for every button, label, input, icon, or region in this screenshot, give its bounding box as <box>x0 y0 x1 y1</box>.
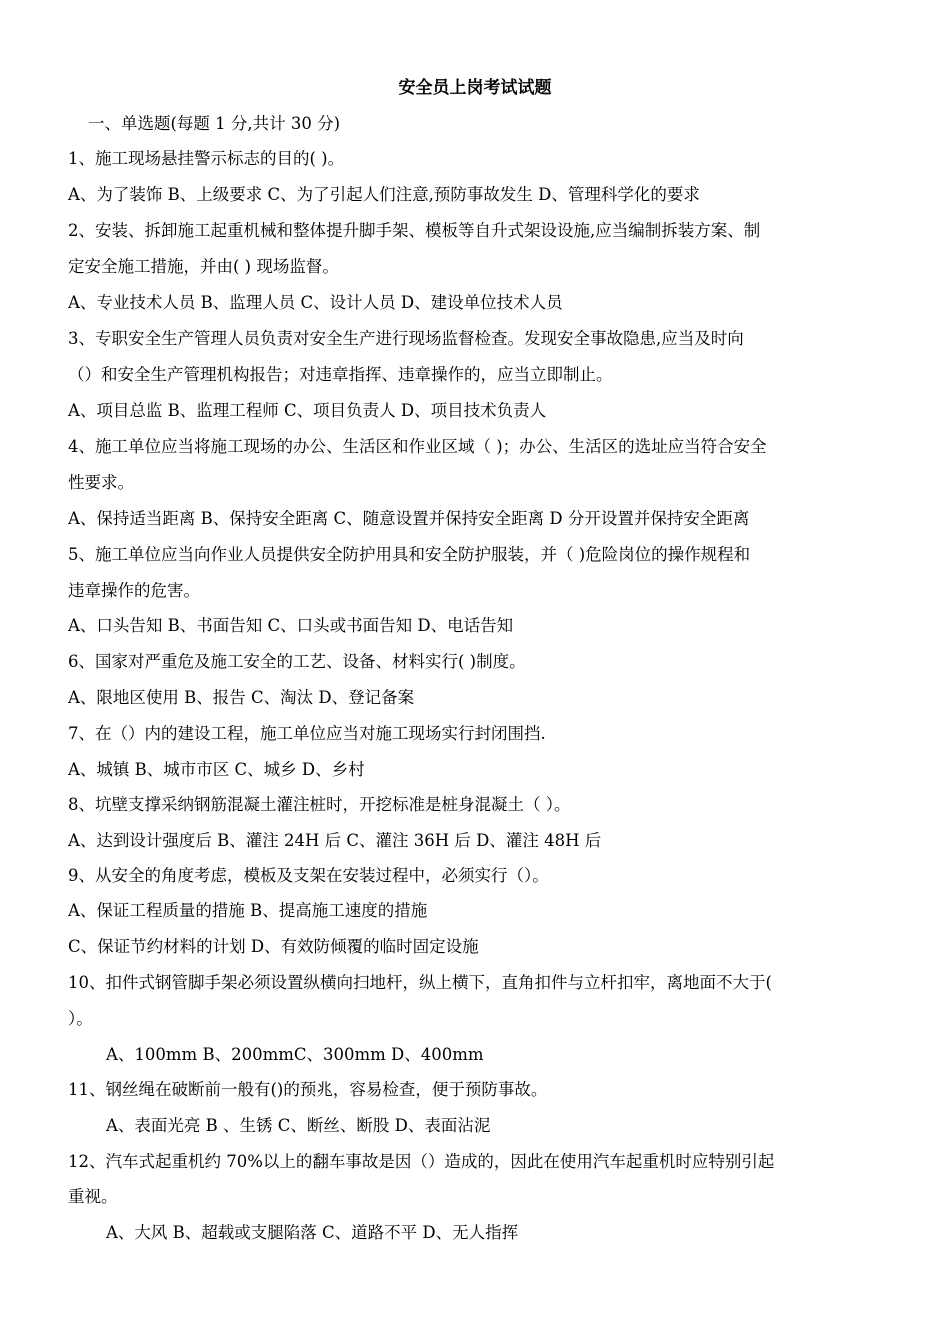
question-3-cont: （）和安全生产管理机构报告；对违章指挥、违章操作的，应当立即制止。 <box>68 365 613 384</box>
question-9: 9、从安全的角度考虑，模板及支架在安装过程中，必须实行（）。 <box>68 866 549 885</box>
question-12-cont: 重视。 <box>68 1187 118 1206</box>
question-6: 6、国家对严重危及施工安全的工艺、设备、材料实行( )制度。 <box>68 652 526 671</box>
options-1: A、为了装饰 B、上级要求 C、为了引起人们注意,预防事故发生 D、管理科学化的要求 <box>68 185 700 204</box>
question-12: 12、汽车式起重机约 70%以上的翻车事故是因（）造成的，因此在使用汽车起重机时应特别引起 <box>68 1152 775 1171</box>
options-2: A、专业技术人员 B、监理人员 C、设计人员 D、建设单位技术人员 <box>68 293 563 312</box>
question-8: 8、坑壁支撑采纳钢筋混凝土灌注桩时，开挖标准是桩身混凝土（ ）。 <box>68 795 571 814</box>
options-5: A、口头告知 B、书面告知 C、口头或书面告知 D、电话告知 <box>68 616 514 635</box>
options-3: A、项目总监 B、监理工程师 C、项目负责人 D、项目技术负责人 <box>68 401 547 420</box>
options-10: A、100mm B、200mmC、300mm D、400mm <box>106 1045 484 1064</box>
question-11: 11、钢丝绳在破断前一般有()的预兆，容易检查，便于预防事故。 <box>68 1080 548 1099</box>
question-2-cont: 定安全施工措施，并由( ) 现场监督。 <box>68 257 339 276</box>
question-10: 10、扣件式钢管脚手架必须设置纵横向扫地杆，纵上横下，直角扣件与立杆扣牢，离地面不大于( <box>68 973 772 992</box>
question-4-cont: 性要求。 <box>68 473 134 492</box>
question-5-cont: 违章操作的危害。 <box>68 581 200 600</box>
options-7: A、城镇 B、城市市区 C、城乡 D、乡村 <box>68 760 365 779</box>
options-9b: C、保证节约材料的计划 D、有效防倾覆的临时固定设施 <box>68 937 479 956</box>
question-5: 5、施工单位应当向作业人员提供安全防护用具和安全防护服装，并（ )危险岗位的操作规程和 <box>68 545 751 564</box>
question-2: 2、安装、拆卸施工起重机械和整体提升脚手架、模板等自升式架设设施,应当编制拆装方案、制 <box>68 221 761 240</box>
question-1: 1、施工现场悬挂警示标志的目的( )。 <box>68 149 345 168</box>
question-4: 4、施工单位应当将施工现场的办公、生活区和作业区域（ )；办公、生活区的选址应当符合安全 <box>68 437 767 456</box>
options-11: A、表面光亮 B 、生锈 C、断丝、断股 D、表面沾泥 <box>106 1116 491 1135</box>
options-4: A、保持适当距离 B、保持安全距离 C、随意设置并保持安全距离 D 分开设置并保持安全距离 <box>68 509 750 528</box>
options-6: A、限地区使用 B、报告 C、淘汰 D、登记备案 <box>68 688 415 707</box>
section-header: 一、单选题(每题 1 分,共计 30 分) <box>88 114 341 133</box>
question-3: 3、专职安全生产管理人员负责对安全生产进行现场监督检查。发现安全事故隐患,应当及时向 <box>68 329 744 348</box>
question-7: 7、在（）内的建设工程，施工单位应当对施工现场实行封闭围挡. <box>68 724 546 743</box>
options-12: A、大风 B、超载或支腿陷落 C、道路不平 D、无人指挥 <box>106 1223 519 1242</box>
options-8: A、达到设计强度后 B、灌注 24H 后 C、灌注 36H 后 D、灌注 48H 后 <box>68 831 602 850</box>
question-10-cont: ）。 <box>68 1009 93 1028</box>
page-title: 安全员上岗考试试题 <box>398 78 552 98</box>
options-9a: A、保证工程质量的措施 B、提高施工速度的措施 <box>68 901 428 920</box>
